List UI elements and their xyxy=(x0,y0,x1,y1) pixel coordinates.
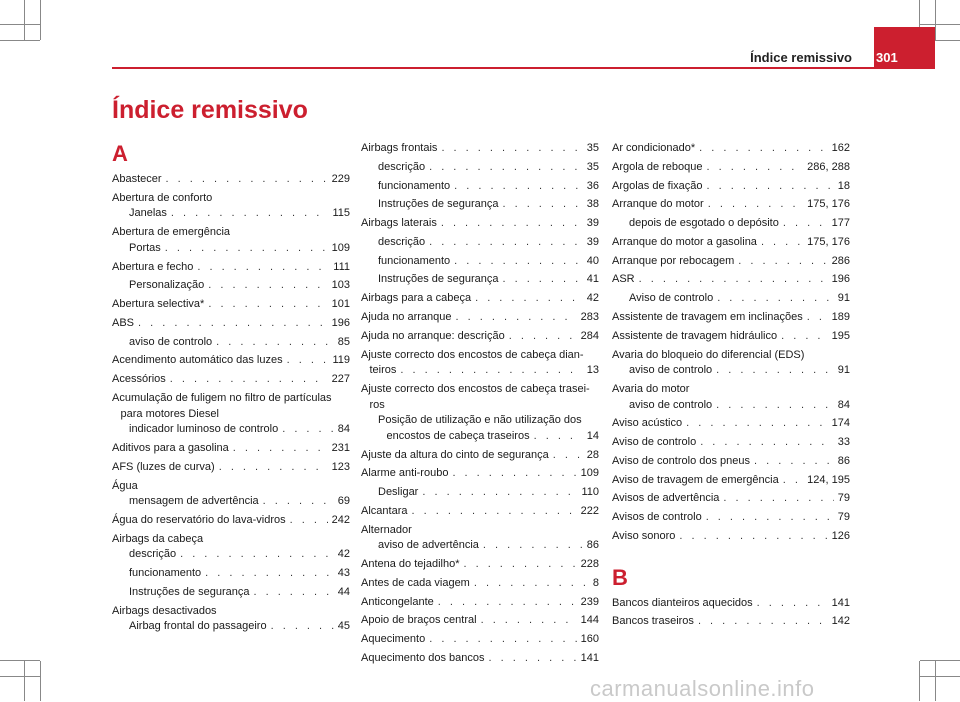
page-reference: 91 xyxy=(837,292,850,305)
page-reference: 162 xyxy=(831,142,850,154)
index-entry xyxy=(612,510,850,526)
page-reference: 35 xyxy=(586,160,599,173)
index-heading: Airbags desactivados xyxy=(112,604,217,617)
dot-leader xyxy=(438,595,577,611)
index-entry xyxy=(612,416,850,432)
page-reference: 84 xyxy=(837,398,850,411)
page-reference: 286 xyxy=(831,254,850,267)
index-term: indicador luminoso de controlo xyxy=(129,423,279,436)
index-term: Avisos de controlo xyxy=(612,511,702,524)
page-reference: 85 xyxy=(337,335,350,348)
dot-leader xyxy=(170,372,328,388)
index-heading: Avaria do bloqueio do diferencial (EDS) xyxy=(612,348,805,361)
index-term: funcionamento xyxy=(378,254,451,267)
watermark: carmanualsonline.info xyxy=(590,676,815,701)
page-reference: 79 xyxy=(837,511,850,524)
index-term: Ajuda no arranque xyxy=(361,311,452,324)
page-reference: 86 xyxy=(586,539,599,552)
index-heading: Posição de utilização e não utilização dos xyxy=(378,414,582,427)
dot-leader xyxy=(716,363,834,379)
index-term: Ar condicionado* xyxy=(612,142,696,154)
index-entry xyxy=(361,632,599,648)
dot-leader xyxy=(757,596,828,612)
dot-leader xyxy=(553,448,583,464)
index-entry xyxy=(112,494,350,510)
running-title: Índice remissivo xyxy=(750,50,852,65)
index-entry xyxy=(612,363,850,379)
page-reference: 123 xyxy=(331,460,350,473)
page-reference: 239 xyxy=(580,595,599,608)
index-entry xyxy=(112,353,350,369)
index-entry xyxy=(112,619,350,635)
index-entry xyxy=(612,160,850,176)
index-term: Apoio de braços central xyxy=(361,614,477,627)
crop-mark xyxy=(24,0,25,40)
index-heading: ros xyxy=(369,398,385,411)
index-entry xyxy=(112,206,350,222)
index-term: Ajuda no arranque: descrição xyxy=(361,329,505,342)
index-term: Bancos traseiros xyxy=(612,615,694,628)
dot-leader xyxy=(698,614,828,630)
page-reference: 196 xyxy=(331,316,350,329)
dot-leader xyxy=(441,141,582,157)
crop-mark xyxy=(935,661,936,701)
dot-leader xyxy=(679,529,827,545)
index-term: Antena do tejadilho* xyxy=(361,558,460,571)
index-heading: Ajuste correcto dos encostos de cabeça dian- xyxy=(361,348,584,361)
index-entry xyxy=(361,160,599,176)
index-term: mensagem de advertência xyxy=(129,495,259,508)
page-reference: 40 xyxy=(586,254,599,267)
index-entry xyxy=(612,614,850,630)
index-entry xyxy=(612,310,850,326)
index-term: funcionamento xyxy=(129,567,202,580)
dot-leader xyxy=(219,460,328,476)
index-entry xyxy=(612,254,850,270)
dot-leader xyxy=(707,160,804,176)
index-term: Airbags para a cabeça xyxy=(361,292,472,305)
index-entry xyxy=(361,197,599,213)
index-entry xyxy=(361,485,599,501)
page-reference: 39 xyxy=(586,217,599,230)
page-reference: 142 xyxy=(831,615,850,628)
dot-leader xyxy=(205,566,334,582)
dot-leader xyxy=(483,538,583,554)
page-reference: 196 xyxy=(831,273,850,286)
index-entry xyxy=(112,316,350,332)
index-term: aviso de controlo xyxy=(629,364,713,377)
page-reference: 69 xyxy=(337,495,350,508)
page-reference: 109 xyxy=(580,467,599,480)
index-entry xyxy=(112,297,350,313)
index-heading: Ajuste correcto dos encostos de cabeça trasei- xyxy=(361,382,590,395)
index-term: Aquecimento dos bancos xyxy=(361,651,485,664)
crop-mark xyxy=(0,40,40,41)
index-term: ABS xyxy=(112,316,135,329)
page-reference: 242 xyxy=(331,513,350,526)
index-entry xyxy=(612,272,850,288)
index-column-1 xyxy=(112,141,350,638)
page-reference: 227 xyxy=(331,373,350,386)
index-entry xyxy=(112,172,350,188)
index-entry xyxy=(612,596,850,612)
index-term: Aviso de controlo xyxy=(612,436,697,449)
dot-leader xyxy=(454,254,583,270)
page-reference: 222 xyxy=(580,504,599,517)
dot-leader xyxy=(253,585,333,601)
index-entry xyxy=(612,473,850,489)
page-reference: 13 xyxy=(586,364,599,377)
page-reference: 41 xyxy=(586,273,599,286)
crop-mark xyxy=(919,661,920,701)
index-heading: Abertura de emergência xyxy=(112,226,231,239)
dot-leader xyxy=(781,329,828,345)
page-reference: 124, 195 xyxy=(807,473,850,486)
index-heading: Acumulação de fuligem no filtro de partículas xyxy=(112,392,332,404)
dot-leader xyxy=(706,510,834,526)
index-entry xyxy=(361,216,599,232)
index-column-3 xyxy=(612,141,850,633)
dot-leader xyxy=(454,179,583,195)
index-term: Instruções de segurança xyxy=(129,585,250,598)
index-entry xyxy=(361,363,599,379)
dot-leader xyxy=(502,272,582,288)
page-reference: 111 xyxy=(333,260,350,273)
dot-leader xyxy=(180,547,334,563)
index-entry xyxy=(112,335,350,351)
index-entry xyxy=(361,141,599,157)
index-term: Janelas xyxy=(129,207,167,220)
dot-leader xyxy=(700,435,834,451)
page-reference: 283 xyxy=(580,311,599,324)
page-reference: 42 xyxy=(337,548,350,561)
crop-mark xyxy=(24,661,25,701)
index-entry xyxy=(361,235,599,251)
index-entry xyxy=(361,254,599,270)
dot-leader xyxy=(290,513,328,529)
index-term: descrição xyxy=(129,548,177,561)
dot-leader xyxy=(481,613,577,629)
index-entry xyxy=(361,504,599,520)
index-heading: Airbags da cabeça xyxy=(112,532,204,545)
dot-leader xyxy=(197,260,329,276)
dot-leader xyxy=(208,297,327,313)
page-number: 301 xyxy=(876,50,898,65)
crop-mark xyxy=(920,24,960,25)
index-term: Aviso sonoro xyxy=(612,530,676,543)
dot-leader xyxy=(166,172,328,188)
index-entry xyxy=(361,291,599,307)
dot-leader xyxy=(723,491,833,507)
page-reference: 195 xyxy=(831,329,850,342)
index-term: aviso de advertência xyxy=(378,539,479,552)
index-term: Anticongelante xyxy=(361,595,434,608)
dot-leader xyxy=(807,310,828,326)
page-reference: 39 xyxy=(586,235,599,248)
page-reference: 91 xyxy=(837,364,850,377)
index-entry xyxy=(612,491,850,507)
index-entry xyxy=(361,651,599,667)
dot-leader xyxy=(783,473,803,489)
page-reference: 86 xyxy=(837,454,850,467)
crop-mark xyxy=(40,661,41,701)
page-reference: 144 xyxy=(580,614,599,627)
page-reference: 175, 176 xyxy=(807,198,850,211)
index-entry xyxy=(112,460,350,476)
index-entry xyxy=(112,513,350,529)
index-term: Assistente de travagem em inclinações xyxy=(612,311,803,324)
index-term: aviso de controlo xyxy=(129,335,213,348)
crop-mark xyxy=(920,660,960,661)
section-letter: A xyxy=(112,141,128,166)
index-term: Personalização xyxy=(129,279,205,292)
page-reference: 42 xyxy=(586,292,599,305)
page-reference: 14 xyxy=(586,429,599,442)
index-term: Airbag frontal do passageiro xyxy=(129,620,267,633)
page-reference: 43 xyxy=(337,567,350,580)
crop-mark xyxy=(40,0,41,40)
dot-leader xyxy=(287,353,329,369)
dot-leader xyxy=(502,197,582,213)
index-term: Airbags laterais xyxy=(361,217,437,230)
page-reference: 110 xyxy=(581,486,599,499)
dot-leader xyxy=(761,235,803,251)
crop-mark xyxy=(0,676,40,677)
index-entry xyxy=(361,613,599,629)
dot-leader xyxy=(509,329,577,345)
dot-leader xyxy=(639,272,828,288)
page-reference: 177 xyxy=(831,217,850,230)
dot-leader xyxy=(171,206,329,222)
index-entry xyxy=(612,216,850,232)
dot-leader xyxy=(708,197,803,213)
index-entry xyxy=(612,197,850,213)
page-reference: 79 xyxy=(837,492,850,505)
index-term: Aviso de controlo xyxy=(629,292,714,305)
dot-leader xyxy=(441,216,583,232)
dot-leader xyxy=(452,466,576,482)
dot-leader xyxy=(208,278,327,294)
index-term: Aditivos para a gasolina xyxy=(112,441,229,454)
dot-leader xyxy=(411,504,576,520)
dot-leader xyxy=(686,416,828,432)
page-reference: 18 xyxy=(837,179,850,192)
index-entry xyxy=(361,466,599,482)
index-entry xyxy=(112,585,350,601)
index-term: Aviso de controlo dos pneus xyxy=(612,454,750,467)
dot-leader xyxy=(783,216,828,232)
index-term: Arranque do motor a gasolina xyxy=(612,235,757,248)
index-heading: Água xyxy=(112,479,138,492)
crop-mark xyxy=(920,676,960,677)
index-entry xyxy=(112,260,350,276)
index-entry xyxy=(612,454,850,470)
dot-leader xyxy=(474,576,589,592)
index-term: Instruções de segurança xyxy=(378,198,499,211)
index-term: Aviso de travagem de emergência xyxy=(612,473,779,486)
dot-leader xyxy=(463,557,576,573)
index-entry xyxy=(612,529,850,545)
index-term: Arranque por rebocagem xyxy=(612,254,735,267)
index-entry xyxy=(361,557,599,573)
index-term: Antes de cada viagem xyxy=(361,576,470,589)
index-term: Airbags frontais xyxy=(361,142,438,154)
index-entry xyxy=(612,398,850,414)
dot-leader xyxy=(138,316,328,332)
page-reference: 229 xyxy=(331,173,350,185)
page-reference: 8 xyxy=(592,576,599,589)
dot-leader xyxy=(263,494,334,510)
index-term: encostos de cabeça traseiros xyxy=(386,429,530,442)
index-entry xyxy=(361,429,599,445)
index-term: descrição xyxy=(378,160,426,173)
index-column-2 xyxy=(361,141,599,670)
dot-leader xyxy=(456,310,577,326)
index-entry xyxy=(612,329,850,345)
index-entry xyxy=(112,441,350,457)
index-term: Arranque do motor xyxy=(612,198,704,211)
dot-leader xyxy=(422,485,577,501)
index-term: Ajuste da altura do cinto de segurança xyxy=(361,448,549,461)
index-heading: Avaria do motor xyxy=(612,382,690,395)
dot-leader xyxy=(738,254,827,270)
index-entry xyxy=(112,422,350,438)
page-reference: 160 xyxy=(580,633,599,646)
page-reference: 141 xyxy=(580,651,599,664)
dot-leader xyxy=(475,291,583,307)
dot-leader xyxy=(429,235,583,251)
index-heading: Abertura de conforto xyxy=(112,191,213,204)
index-term: descrição xyxy=(378,235,426,248)
crop-mark xyxy=(935,0,936,40)
dot-leader xyxy=(707,179,834,195)
dot-leader xyxy=(429,160,583,176)
page-reference: 45 xyxy=(337,620,350,633)
page-reference: 109 xyxy=(331,241,350,254)
dot-leader xyxy=(165,241,328,257)
index-heading: para motores Diesel xyxy=(120,407,219,420)
dot-leader xyxy=(716,398,834,414)
index-entry xyxy=(112,278,350,294)
dot-leader xyxy=(534,429,583,445)
dot-leader xyxy=(429,632,576,648)
index-term: Bancos dianteiros aquecidos xyxy=(612,596,753,609)
page-reference: 286, 288 xyxy=(807,160,850,173)
page-reference: 36 xyxy=(586,179,599,192)
index-term: Instruções de segurança xyxy=(378,273,499,286)
page-reference: 284 xyxy=(580,329,599,342)
dot-leader xyxy=(271,619,334,635)
index-term: Argola de reboque xyxy=(612,160,703,173)
index-term: Abertura selectiva* xyxy=(112,298,205,311)
index-entry xyxy=(361,538,599,554)
page-title: Índice remissivo xyxy=(112,96,308,124)
index-term: Desligar xyxy=(378,486,419,499)
page-reference: 103 xyxy=(331,279,350,292)
page-reference: 126 xyxy=(831,530,850,543)
page-reference: 231 xyxy=(331,441,350,454)
dot-leader xyxy=(489,651,577,667)
index-term: Abastecer xyxy=(112,173,162,185)
index-entry xyxy=(361,576,599,592)
dot-leader xyxy=(699,141,827,157)
index-entry xyxy=(361,272,599,288)
index-entry xyxy=(612,435,850,451)
page-reference: 228 xyxy=(580,558,599,571)
page-reference: 33 xyxy=(837,436,850,449)
index-term: Acendimento automático das luzes xyxy=(112,354,283,367)
dot-leader xyxy=(400,363,582,379)
index-term: Aviso acústico xyxy=(612,417,683,430)
index-term: Portas xyxy=(129,241,161,254)
index-entry xyxy=(361,329,599,345)
index-term: Acessórios xyxy=(112,373,166,386)
index-term: Aquecimento xyxy=(361,633,426,646)
dot-leader xyxy=(717,291,834,307)
dot-leader xyxy=(233,441,328,457)
index-entry xyxy=(612,141,850,157)
index-entry xyxy=(361,310,599,326)
index-entry xyxy=(361,179,599,195)
index-term: ASR xyxy=(612,273,635,286)
page-reference: 175, 176 xyxy=(807,235,850,248)
page-reference: 38 xyxy=(586,198,599,211)
page-reference: 174 xyxy=(831,417,850,430)
index-term: Abertura e fecho xyxy=(112,260,194,273)
index-term: Avisos de advertência xyxy=(612,492,720,505)
section-letter: B xyxy=(612,564,628,590)
page-reference: 35 xyxy=(586,142,599,154)
index-entry xyxy=(361,448,599,464)
index-term: funcionamento xyxy=(378,179,451,192)
index-entry xyxy=(361,595,599,611)
index-term: Alcantara xyxy=(361,504,408,517)
page-reference: 141 xyxy=(831,596,850,609)
index-entry xyxy=(612,179,850,195)
index-term: Assistente de travagem hidráulico xyxy=(612,329,778,342)
index-entry xyxy=(112,547,350,563)
index-term: AFS (luzes de curva) xyxy=(112,460,215,473)
index-term: aviso de controlo xyxy=(629,398,713,411)
page-reference: 119 xyxy=(332,354,350,367)
dot-leader xyxy=(282,422,334,438)
page-reference: 189 xyxy=(831,311,850,324)
index-term: depois de esgotado o depósito xyxy=(629,217,779,230)
index-entry xyxy=(112,566,350,582)
page-reference: 115 xyxy=(332,207,350,220)
index-term: Água do reservatório do lava-vidros xyxy=(112,513,286,526)
index-entry xyxy=(612,291,850,307)
index-heading: Alternador xyxy=(361,523,412,536)
index-entry xyxy=(112,241,350,257)
page-reference: 28 xyxy=(586,448,599,461)
index-entry xyxy=(612,235,850,251)
index-entry xyxy=(112,372,350,388)
header-rule xyxy=(112,67,935,69)
page-reference: 101 xyxy=(331,298,350,311)
index-term: Alarme anti-roubo xyxy=(361,467,449,480)
index-term: Argolas de fixação xyxy=(612,179,703,192)
index-term: teiros xyxy=(369,364,397,377)
dot-leader xyxy=(216,335,334,351)
crop-mark xyxy=(0,660,40,661)
page-reference: 44 xyxy=(337,585,350,598)
page-reference: 84 xyxy=(337,423,350,436)
crop-mark xyxy=(0,24,40,25)
dot-leader xyxy=(754,454,834,470)
